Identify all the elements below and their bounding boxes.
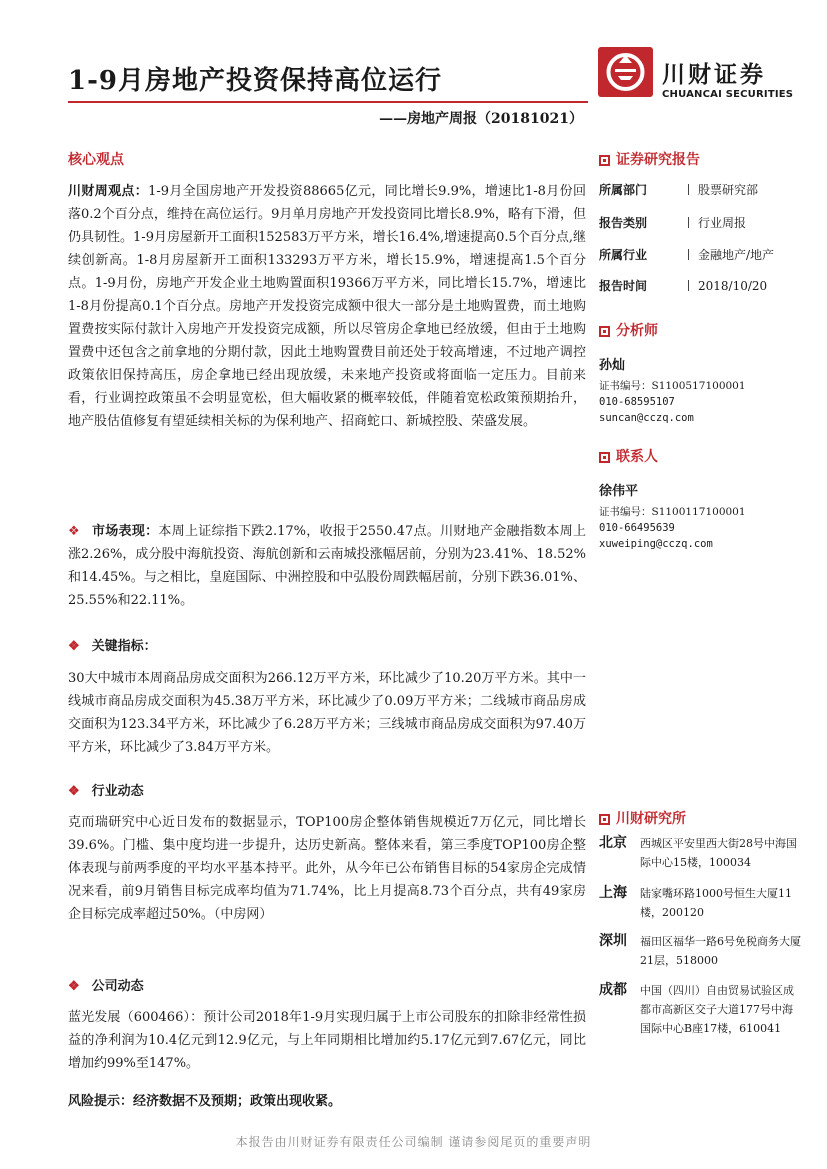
title-divider <box>68 101 588 103</box>
info-row-department: 所属部门 股票研究部 <box>599 183 759 197</box>
analyst-email[interactable]: suncan@cczq.com <box>599 412 694 424</box>
report-title: 1-9月房地产投资保持高位运行 <box>68 66 442 96</box>
bullet-diamond-icon: ❖ <box>68 524 80 539</box>
core-view-heading: 核心观点 <box>68 152 124 168</box>
office-city-shenzhen: 深圳 <box>599 933 627 949</box>
market-paragraph <box>68 520 586 612</box>
company-paragraph: 蓝光发展（600466）：预计公司2018年1-9月实现归属于上市公司股东的扣除非经常性损益的净利润为10.4亿元到12.9亿元，与上年同期相比增加约5.17亿元到7.67亿元，同比增加约99%至147%。 <box>68 1010 586 1071</box>
contact-email[interactable]: xuweiping@cczq.com <box>599 538 713 550</box>
market-body: 本周上证综指下跌2.17%，收报于2550.47点。川财地产金融指数本周上涨2.26%，成分股中海航投资、海航创新和云南城投涨幅居前，分别为23.41%、18.52%和14.45%。与之相比，皇庭国际、中洲控股和中弘股份周跌幅居前，分别下跌36.01%、25.55%和22.11%。 <box>68 524 586 608</box>
office-address-beijing: 西城区平安里西大街28号中海国际中心15楼，100034 <box>640 837 797 869</box>
page-footer: 本报告由川财证券有限责任公司编制 谨请参阅尾页的重要声明 <box>235 1135 592 1149</box>
report-type-heading: 证券研究报告 <box>599 149 700 169</box>
document-icon <box>599 452 610 463</box>
industry-paragraph: 克而瑞研究中心近日发布的数据显示，TOP100房企整体销售规模近7万亿元，同比增长39.6%。门槛、集中度均进一步提升，达历史新高。整体来看，第三季度TOP100房企整体表现与前两季度的平均水平基本持平。此外，从今年已公布销售目标的54家房企完成情况来看，前9月销售目标完成率均值为71.74%，比上月提高8.73个百分点，共有49家房企目标完成率超过50%。（中房网） <box>68 815 586 922</box>
core-view-lead: 川财周观点： <box>68 184 149 199</box>
contact-cert: 证书编号：S1100117100001 <box>599 506 746 518</box>
office-address-shenzhen: 福田区福华一路6号免税商务大厦21层，518000 <box>640 935 801 967</box>
info-row-industry: 所属行业 金融地产/地产 <box>599 248 775 262</box>
office-address-chengdu: 中国（四川）自由贸易试验区成都市高新区交子大道177号中海国际中心B座17楼，610041 <box>640 984 794 1035</box>
report-subtitle: ——房地产周报（20181021） <box>379 111 583 127</box>
info-row-category: 报告类别 行业周报 <box>599 216 747 230</box>
office-city-beijing: 北京 <box>599 835 627 851</box>
brand-name: 川财证券 <box>662 62 766 88</box>
contact-phone: 010-66495639 <box>599 522 675 534</box>
market-lead: 市场表现： <box>91 524 159 539</box>
document-icon <box>599 814 610 825</box>
risk-warning: 风险提示：经济数据不及预期；政策出现收紧。 <box>68 1094 342 1109</box>
bullet-diamond-icon: ❖ <box>68 979 80 994</box>
office-city-chengdu: 成都 <box>599 982 627 998</box>
core-view-paragraph <box>68 180 586 433</box>
document-icon <box>599 326 610 337</box>
office-address-shanghai: 陆家嘴环路1000号恒生大厦11楼，200120 <box>640 887 792 919</box>
brand-name-en: CHUANCAI SECURITIES <box>662 89 794 100</box>
document-icon <box>599 155 610 166</box>
office-city-shanghai: 上海 <box>599 885 627 901</box>
key-indicators-paragraph: 30大中城市本周商品房成交面积为266.12万平方米，环比减少了10.20万平方米。其中一线城市商品房成交面积为45.38万平方米，环比减少了0.09万平方米；二线城市商品房成交面积为123.34平方米，环比减少了6.28万平方米；三线城市商品房成交面积为97.40万平方米，环比减少了3.84万平方米。 <box>68 671 586 755</box>
analyst-phone: 010-68595107 <box>599 396 675 408</box>
bullet-diamond-icon: ❖ <box>68 784 80 799</box>
analyst-name: 孙灿 <box>599 358 626 373</box>
chuancai-logo-icon <box>598 47 653 97</box>
analyst-heading: 分析师 <box>599 320 658 340</box>
info-row-date: 报告时间 2018/10/20 <box>599 279 768 293</box>
institute-heading: 川财研究所 <box>599 808 686 828</box>
bullet-diamond-icon: ❖ <box>68 639 80 654</box>
company-heading: ❖ 公司动态 <box>68 979 144 994</box>
analyst-card <box>599 358 746 426</box>
contact-heading: 联系人 <box>599 446 658 466</box>
contact-name: 徐伟平 <box>599 484 639 499</box>
key-indicators-heading: ❖ 关键指标： <box>68 639 157 654</box>
analyst-cert: 证书编号：S1100517100001 <box>599 380 746 392</box>
contact-card <box>599 484 746 552</box>
industry-heading: ❖ 行业动态 <box>68 784 144 799</box>
core-view-body: 1-9月全国房地产开发投资88665亿元，同比增长9.9%，增速比1-8月份回落0.2个百分点，维持在高位运行。9月单月房地产开发投资同比增长8.9%，略有下滑，但仍具韧性。1-9月房屋新开工面积152583万平方米，增长16.4%,增速提高0.5个百分点,继续创新高。1-8月房屋新开工面积133293万平方米，增长15.9%，增速提高1.5个百分点。1-9月份，房地产开发企业土地购置面积19366万平方米，同比增长15.7%，增速比1-8月份提高0.1个百分点。房地产开发投资完成额中很大一部分是土地购置费，而土地购置费按实际付款计入房地产开发投资完成额，所以尽管房企拿地已经放缓，但由于土地购置费中还包含之前拿地的分期付款，因此土地购置费目前还处于较高增速，不过地产调控政策依旧保持高压，房企拿地已经出现放缓，未来地产投资或将面临一定压力。目前来看，行业调控政策虽不会明显宽松，但大幅收紧的概率较低，伴随着宽松政策预期抬升，地产股估值修复有望延续相关标的为保利地产、招商蛇口、新城控股、荣盛发展。 <box>68 184 586 429</box>
